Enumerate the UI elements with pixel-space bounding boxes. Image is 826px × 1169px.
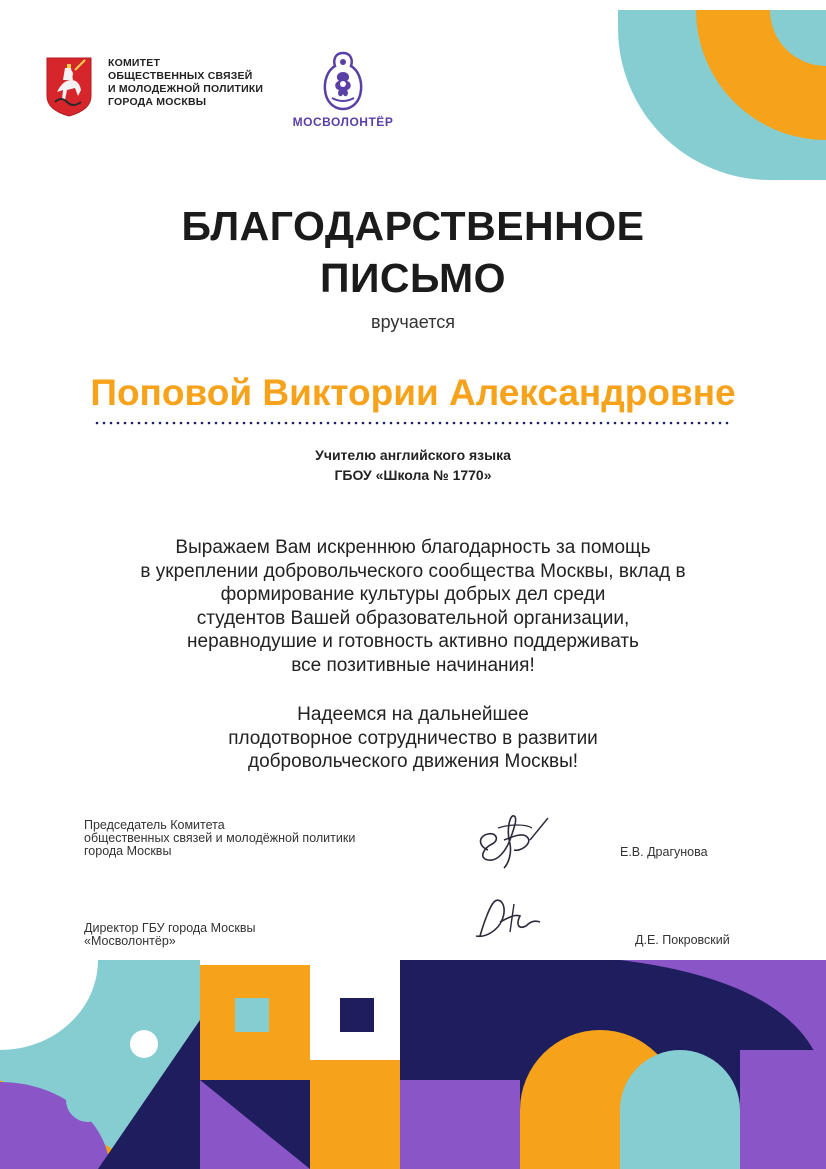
document-title-line: ПИСЬМО <box>319 255 507 301</box>
committee-name-line: И МОЛОДЕЖНОЙ ПОЛИТИКИ <box>108 83 264 95</box>
signatory-2-title <box>84 922 255 948</box>
committee-name-line: ГОРОДА МОСКВЫ <box>108 96 207 108</box>
gratitude-text-line: в укреплении добровольческого сообщества Москвы, вклад в <box>140 560 686 582</box>
signatory-2-title-line: Директор ГБУ города Москвы <box>84 921 256 935</box>
gratitude-text-line: студентов Вашей образовательной организации, <box>196 607 630 629</box>
mosvolonter-logo-icon <box>320 50 366 112</box>
document-subtitle: вручается <box>371 312 455 332</box>
closing-text-line: плодотворное сотрудничество в развитии <box>228 727 598 749</box>
gratitude-text-line: неравнодушие и готовность активно поддерживать <box>187 631 639 652</box>
gratitude-text-line: формирование культуры добрых дел среди <box>220 584 606 605</box>
gratitude-text-line: все позитивные начинания! <box>291 654 535 676</box>
signatory-1-title-line: общественных связей и молодёжной политики <box>84 831 356 845</box>
committee-name-line: ОБЩЕСТВЕННЫХ СВЯЗЕЙ <box>108 70 253 82</box>
signatory-2-name: Д.Е. Покровский <box>635 933 730 947</box>
committee-name-line: КОМИТЕТ <box>108 57 161 69</box>
document-title <box>0 200 826 304</box>
recipient-position <box>0 445 826 485</box>
signatory-2-title-line: «Мосволонтёр» <box>84 934 176 948</box>
committee-name <box>108 57 263 109</box>
recipient-position-line: Учителю английского языка <box>315 447 511 463</box>
moscow-coat-of-arms-icon <box>45 56 93 118</box>
top-decoration <box>600 0 826 180</box>
gratitude-text-line: Выражаем Вам искреннюю благодарность за помощь <box>175 537 651 558</box>
recipient-name: Поповой Виктории Александровне <box>90 372 736 413</box>
signature-1-image <box>470 810 560 872</box>
recipient-position-line: ГБОУ «Школа № 1770» <box>334 467 492 483</box>
closing-text-line: добровольческого движения Москвы! <box>247 751 579 772</box>
signatory-1-name: Е.В. Драгунова <box>620 845 708 859</box>
document-title-line: БЛАГОДАРСТВЕННОЕ <box>181 203 645 249</box>
mosvolonter-label: МОСВОЛОНТЁР <box>292 115 394 129</box>
signatory-1-title-line: города Москвы <box>84 844 172 858</box>
signatory-1-title <box>84 819 355 858</box>
closing-text <box>0 703 826 774</box>
signature-2-image <box>470 892 550 944</box>
dotted-divider <box>95 420 731 426</box>
gratitude-text <box>0 536 826 677</box>
closing-text-line: Надеемся на дальнейшее <box>297 704 529 725</box>
signatory-1-title-line: Председатель Комитета <box>84 818 225 832</box>
bottom-decoration <box>0 960 826 1169</box>
